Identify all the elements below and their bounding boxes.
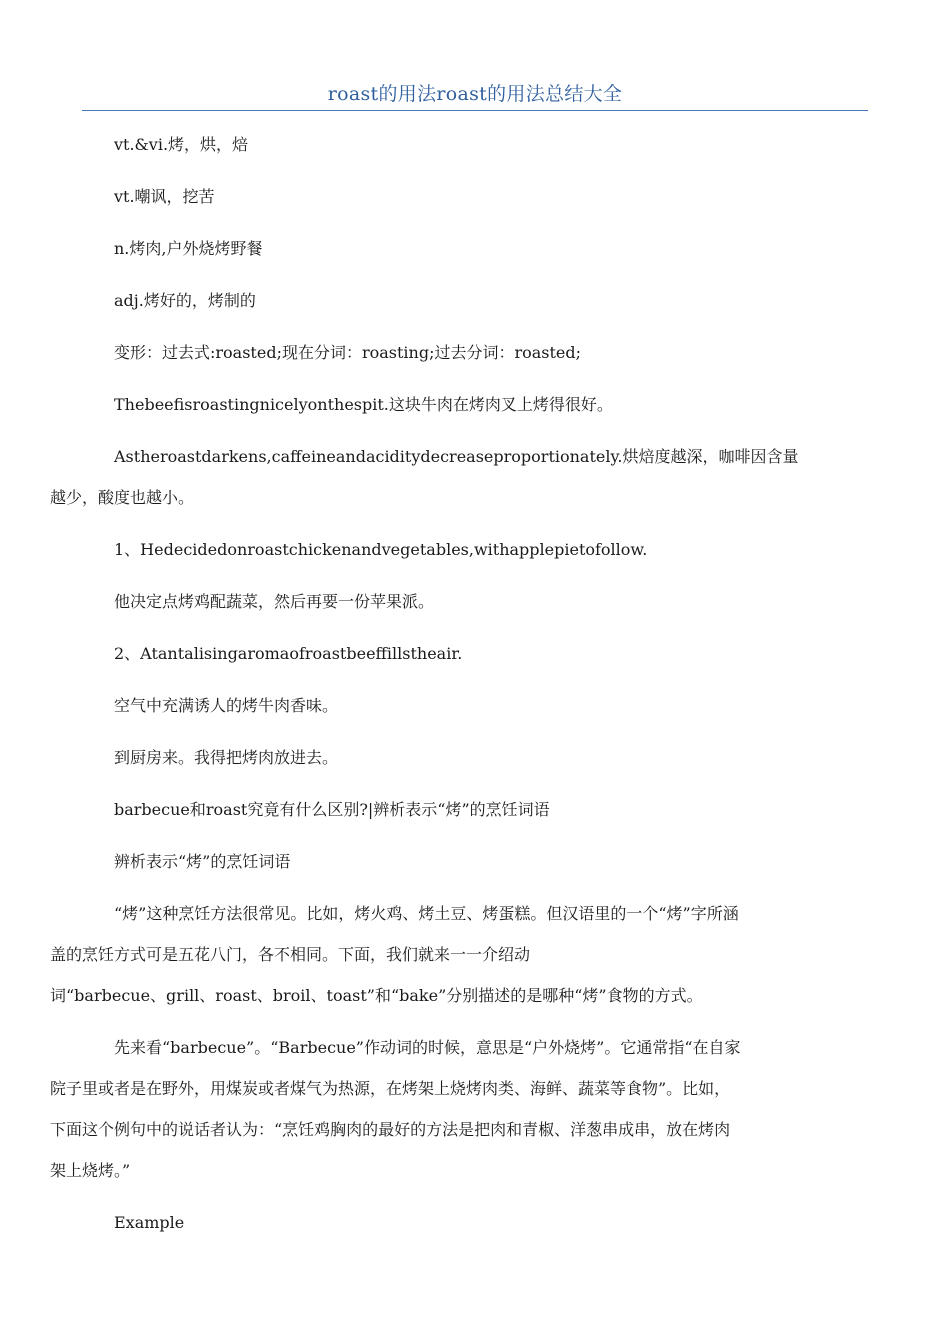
definition-vt: vt.嘲讽，挖苦 [114,187,215,206]
example-sentence-2: 2、Atantalisingaromaofroastbeeffillstheair. [114,644,463,663]
paragraph-line: 院子里或者是在野外，用煤炭或者煤气为热源，在烤架上烧烤肉类、海鲜、蔬菜等食物”。比如， [50,1079,731,1098]
document-title: roast的用法roast的用法总结大全 [327,83,623,105]
barbecue-paragraph [50,1027,858,1191]
paragraph-line: 下面这个例句中的说话者认为：“烹饪鸡胸肉的最好的方法是把肉和青椒、洋葱串成串，放在烤肉 [50,1120,731,1139]
example-translation-1: 他决定点烤鸡配蔬菜，然后再要一份苹果派。 [114,592,435,611]
example-sentence-beef: Thebeefisroastingnicelyonthespit.这块牛肉在烤肉叉上烤得很好。 [114,395,613,414]
example-translation-2: 空气中充满诱人的烤牛肉香味。 [114,696,339,715]
paragraph-line: 越少，酸度也越小。 [50,488,195,507]
document-header [82,80,868,111]
paragraph-line: “烤”这种烹饪方法很常见。比如，烤火鸡、烤土豆、烤蛋糕。但汉语里的一个“烤”字所涵 [114,904,739,923]
definition-adj: adj.烤好的，烤制的 [114,291,256,310]
inflection-forms: 变形：过去式:roasted;现在分词：roasting;过去分词：roasted; [114,343,582,362]
paragraph-line: 架上烧烤。” [50,1161,131,1180]
example-translation-3: 到厨房来。我得把烤肉放进去。 [114,748,339,767]
paragraph-line: Astheroastdarkens,caffeineandaciditydecreaseproportionately.烘焙度越深，咖啡因含量 [114,447,799,466]
paragraph-line: 先来看“barbecue”。“Barbecue”作动词的时候，意思是“户外烧烤”。它通常指“在自家 [114,1038,741,1057]
definition-n: n.烤肉,户外烧烤野餐 [114,239,263,258]
definition-vt-vi: vt.&vi.烤，烘，焙 [114,135,249,154]
paragraph-line: 词“barbecue、grill、roast、broil、toast”和“bake”分别描述的是哪种“烤”食物的方式。 [50,986,703,1005]
example-sentence-1: 1、Hedecidedonroastchickenandvegetables,withapplepietofollow. [114,540,648,559]
section-subheading: 辨析表示“烤”的烹饪词语 [114,852,291,871]
intro-paragraph [50,893,858,1016]
section-heading-barbecue-vs-roast: barbecue和roast究竟有什么区别?|辨析表示“烤”的烹饪词语 [114,800,550,819]
example-label: Example [114,1213,185,1232]
paragraph-line: 盖的烹饪方式可是五花八门，各不相同。下面，我们就来一一介绍动 [50,945,531,964]
document-body [50,124,858,1254]
example-paragraph-caffeine [50,436,858,518]
